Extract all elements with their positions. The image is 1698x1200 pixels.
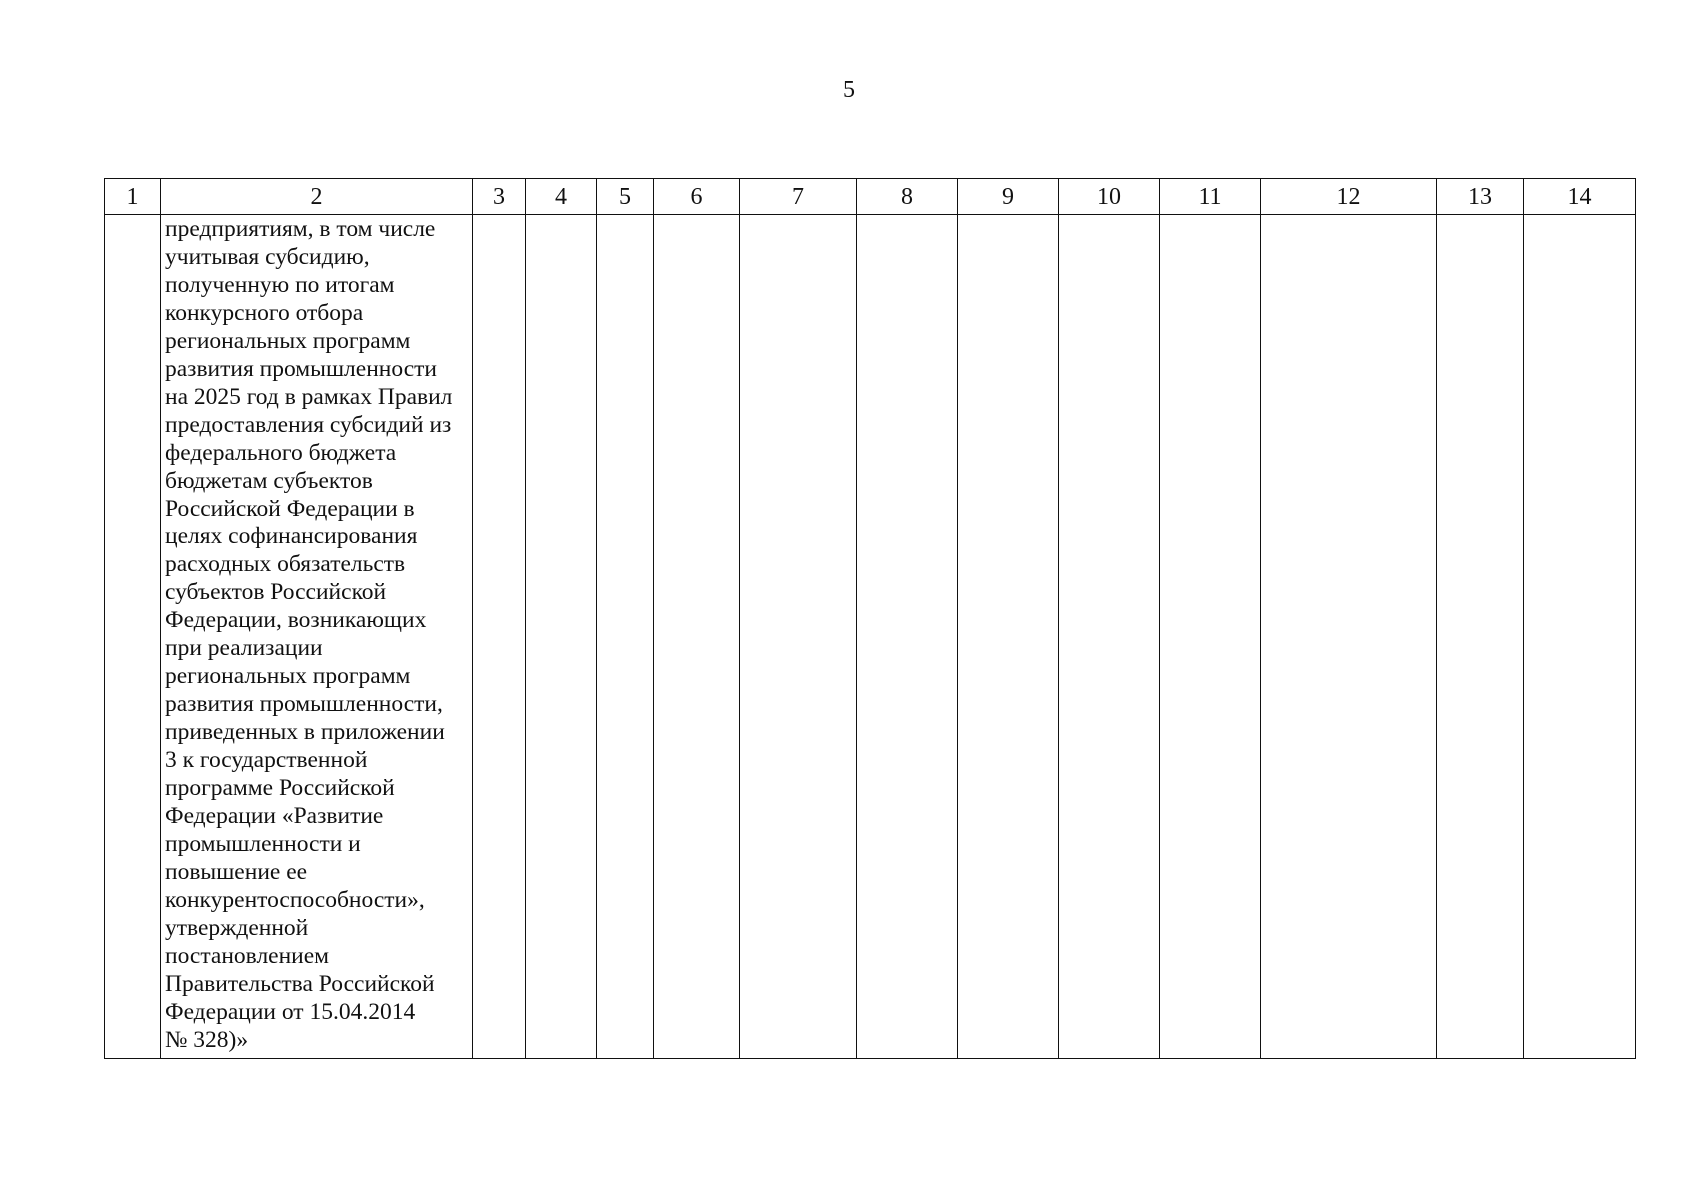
text-line: региональных программ — [165, 663, 411, 690]
column-header-1: 1 — [105, 179, 161, 215]
column-header-12: 12 — [1261, 179, 1437, 215]
column-header-14: 14 — [1524, 179, 1636, 215]
cell-col-12 — [1261, 215, 1437, 1059]
text-line: 3 к государственной — [165, 747, 368, 774]
column-header-13: 13 — [1437, 179, 1524, 215]
cell-col-4 — [526, 215, 597, 1059]
text-line: федерального бюджета — [165, 439, 397, 466]
text-line: предоставления субсидий из — [165, 411, 452, 438]
text-line: постановлением — [165, 942, 330, 969]
page-number: 5 — [843, 77, 855, 103]
text-line: Правительства Российской — [165, 970, 435, 997]
text-line: при реализации — [165, 635, 323, 662]
column-header-11: 11 — [1160, 179, 1261, 215]
text-line: бюджетам субъектов — [165, 467, 373, 494]
column-header-10: 10 — [1059, 179, 1160, 215]
text-line: развития промышленности — [165, 355, 437, 382]
text-line: утвержденной — [165, 914, 309, 941]
column-header-8: 8 — [857, 179, 958, 215]
data-table — [104, 178, 1636, 1059]
column-header-6: 6 — [654, 179, 740, 215]
text-line: программе Российской — [165, 775, 395, 802]
text-line: приведенных в приложении — [165, 719, 445, 746]
cell-col-9 — [958, 215, 1059, 1059]
cell-col-7 — [740, 215, 857, 1059]
cell-col-8 — [857, 215, 958, 1059]
cell-col-6 — [654, 215, 740, 1059]
cell-col-1 — [105, 215, 161, 1059]
column-header-9: 9 — [958, 179, 1059, 215]
text-line: расходных обязательств — [165, 551, 406, 578]
text-line: на 2025 год в рамках Правил — [165, 383, 453, 410]
column-header-4: 4 — [526, 179, 597, 215]
text-line: Российской Федерации в — [165, 495, 415, 522]
text-line: конкурсного отбора — [165, 299, 364, 326]
column-header-5: 5 — [597, 179, 654, 215]
text-line: учитывая субсидию, — [165, 243, 370, 270]
text-line: развития промышленности, — [165, 691, 443, 718]
text-line: Федерации «Развитие — [165, 803, 384, 830]
text-line: полученную по итогам — [165, 271, 395, 298]
cell-col-10 — [1059, 215, 1160, 1059]
table-row — [105, 215, 1636, 1059]
column-header-7: 7 — [740, 179, 857, 215]
cell-col-3 — [473, 215, 526, 1059]
text-line: повышение ее — [165, 858, 308, 885]
text-line: субъектов Российской — [165, 579, 387, 606]
text-line: № 328)» — [165, 1026, 249, 1053]
text-line: региональных программ — [165, 327, 411, 354]
cell-col-11 — [1160, 215, 1261, 1059]
cell-col-13 — [1437, 215, 1524, 1059]
text-line: Федерации, возникающих — [165, 607, 427, 634]
text-line: предприятиям, в том числе — [165, 216, 436, 242]
text-line: Федерации от 15.04.2014 — [165, 998, 416, 1025]
header-row — [105, 179, 1636, 215]
cell-col-5 — [597, 215, 654, 1059]
text-line: промышленности и — [165, 830, 361, 857]
cell-col-2 — [161, 215, 473, 1059]
text-line: целях софинансирования — [165, 523, 418, 550]
cell-col-14 — [1524, 215, 1636, 1059]
text-line: конкурентоспособности», — [165, 886, 425, 913]
column-header-3: 3 — [473, 179, 526, 215]
column-header-2: 2 — [161, 179, 473, 215]
